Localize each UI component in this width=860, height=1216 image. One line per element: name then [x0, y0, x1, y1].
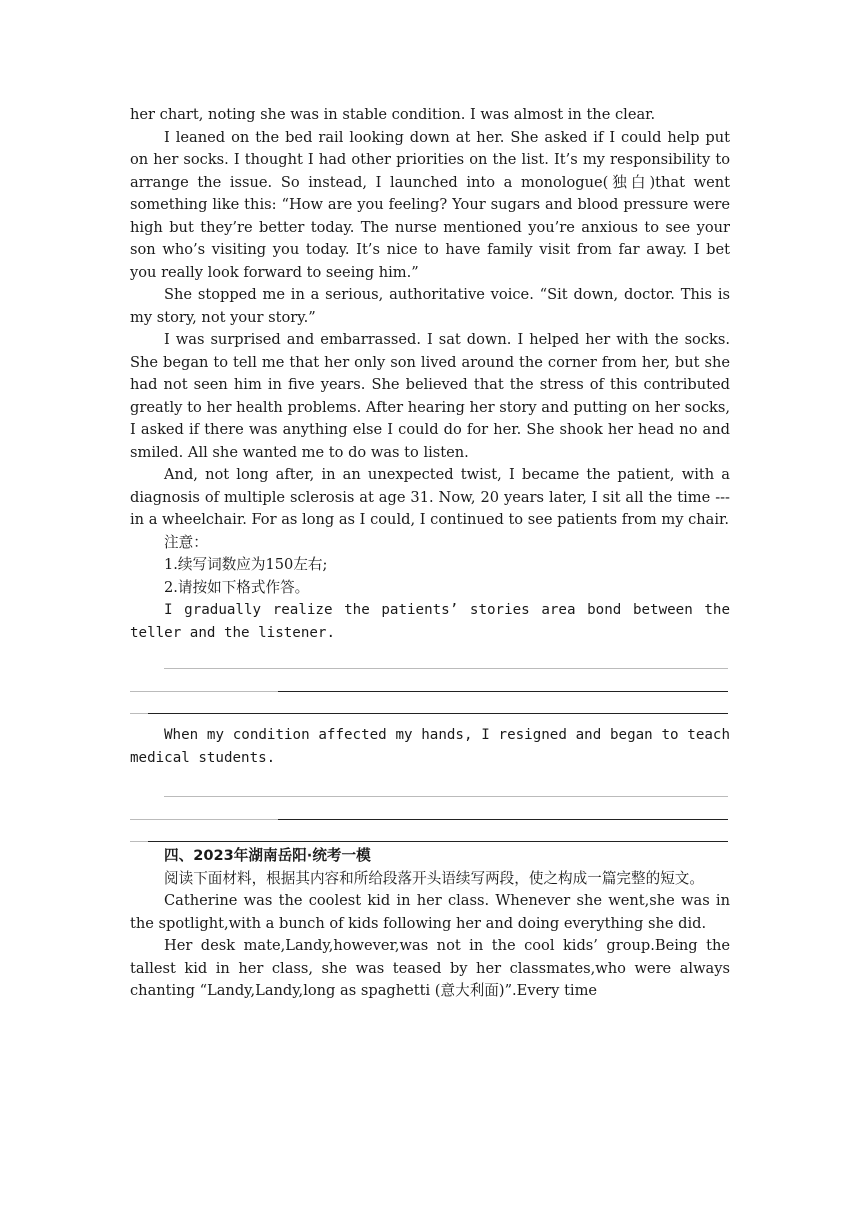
section-heading: 四、2023年湖南岳阳·统考一模 — [164, 847, 371, 864]
paragraph-landy: Her desk mate,Landy,however,was not in the cool kids’ group.Being the tallest kid in her class, she was teased by her classmates,who were always chanting “Landy,Landy,long as spaghetti (意大利面)”.Every time — [130, 937, 730, 999]
note-item-2: 2.请按如下格式作答。 — [164, 578, 310, 596]
continuation-prompt-2: When my condition affected my hands, I resigned and began to teach medical students. — [130, 727, 730, 766]
paragraph-continued: her chart, noting she was in stable condition. I was almost in the clear. — [130, 106, 656, 123]
continuation-prompt-1: I gradually realize the patients’ stories area bond between the teller and the listener. — [130, 602, 730, 641]
section-instruction: 阅读下面材料，根据其内容和所给段落开头语续写两段，使之构成一篇完整的短文。 — [164, 869, 704, 887]
answer-lines-2[interactable] — [130, 769, 730, 849]
answer-lines-1[interactable] — [130, 644, 730, 724]
paragraph-sit-down: She stopped me in a serious, authoritative voice. “Sit down, doctor. This is my story, not your story.” — [130, 286, 730, 326]
note-item-1: 1.续写词数应为150左右; — [164, 556, 328, 573]
notes-title: 注意： — [164, 533, 208, 551]
paragraph-catherine: Catherine was the coolest kid in her class. Whenever she went,she was in the spotlight,with a bunch of kids following her and doing everything she did. — [130, 892, 730, 932]
paragraph-surprised: I was surprised and embarrassed. I sat down. I helped her with the socks. She began to tell me that her only son lived around the corner from her, but she had not seen him in five years. She believed that the stress of this contributed greatly to her health problems. After hearing her story and putting on her socks, I asked if there was anything else I could do for her. She shook her head no and smiled. All she wanted me to do was to listen. — [130, 331, 730, 461]
paragraph-bed-rail: I leaned on the bed rail looking down at her. She asked if I could help put on her socks. I thought I had other priorities on the list. It’s my responsibility to arrange the issue. So instead, I launched into a monologue(独白)that went something like this: “How are you feeling? Your sugars and blood pressure were high but they’re better today. The nurse mentioned you’re anxious to see your son who’s visiting you today. It’s nice to have family visit from far away. I bet you really look forward to seeing him.” — [130, 128, 730, 281]
paragraph-twist: And, not long after, in an unexpected twist, I became the patient, with a diagnosis of multiple sclerosis at age 31. Now, 20 years later, I sit all the time --- in a wheelchair. For as long as I could, I continued to see patients from my chair. — [130, 466, 730, 528]
document-page — [130, 104, 730, 1003]
